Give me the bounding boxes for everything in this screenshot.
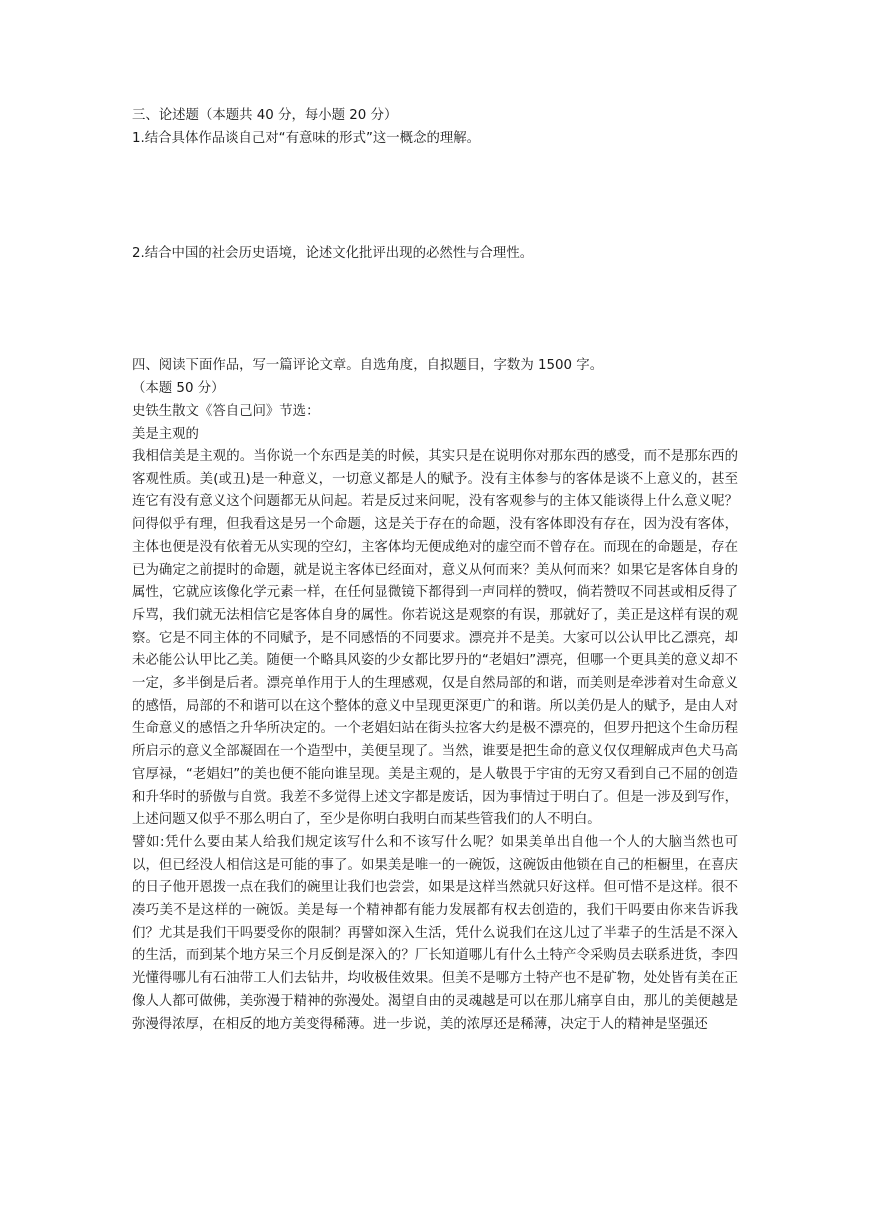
question-2: 2.结合中国的社会历史语境，论述文化批评出现的必然性与合理性。	[132, 246, 534, 261]
section-4-heading: 四、阅读下面作品，写一篇评论文章。自选角度，自拟题目，字数为 1500 字。	[132, 358, 604, 373]
excerpt-paragraph-2: 譬如:凭什么要由某人给我们规定该写什么和不该写什么呢？如果美单出自他一个人的大脑当然也可以，但已经没人相信这是可能的事了。如果美是唯一的一碗饭，这碗饭由他锁在自己的柜橱里，在喜庆的日子他开恩拨一点在我们的碗里让我们也尝尝，如果是这样当然就只好这样。但可惜不是这样。很不凑巧美不是这样的一碗饭。美是每一个精神都有能力发展都有权去创造的，我们干吗要由你来告诉我们？尤其是我们干吗要受你的限制？再譬如深入生活，凭什么说我们在这儿过了半辈子的生活是不深入的生活，而到某个地方呆三个月反倒是深入的？厂长知道哪儿有什么土特产令采购员去联系进货，李四光懂得哪儿有石油带工人们去钻井，均收极佳效果。但美不是哪方土特产也不是矿物，处处皆有美在正像人人都可做佛，美弥漫于精神的弥漫处。渴望自由的灵魂越是可以在那儿痛享自由，那儿的美便越是弥漫得浓厚，在相反的地方美变得稀薄。进一步说，美的浓厚还是稀薄，决定于人的精神是坚强还	[132, 834, 738, 1032]
excerpt-body	[132, 446, 738, 1036]
excerpt-title: 美是主观的	[132, 427, 199, 442]
excerpt-paragraph-1: 我相信美是主观的。当你说一个东西是美的时候，其实只是在说明你对那东西的感受，而不是那东西的客观性质。美(或丑)是一种意义，一切意义都是人的赋予。没有主体参与的客体是谈不上意义的，甚至连它有没有意义这个问题都无从问起。若是反过来问呢，没有客观参与的主体又能谈得上什么意义呢？问得似乎有理，但我看这是另一个命题，这是关于存在的命题，没有客体即没有存在，因为没有客体，主体也便是没有依着无从实现的空幻，主客体均无便成绝对的虚空而不曾存在。而现在的命题是，存在已为确定之前提时的命题，就是说主客体已经面对，意义从何而来？美从何而来？如果它是客体自身的属性，它就应该像化学元素一样，在任何显微镜下都得到一声同样的赞叹，倘若赞叹不同甚或相反得了斥骂，我们就无法相信它是客体自身的属性。你若说这是观察的有误，那就好了，美正是这样有误的观察。它是不同主体的不同赋予，是不同感悟的不同要求。漂亮并不是美。大家可以公认甲比乙漂亮，却未必能公认甲比乙美。随便一个略具风姿的少女都比罗丹的“老娼妇”漂亮，但哪一个更具美的意义却不一定，多半倒是后者。漂亮单作用于人的生理感观，仅是自然局部的和谐，而美则是牵涉着对生命意义的感悟，局部的不和谐可以在这个整体的意义中呈现更深更广的和谐。所以美仍是人的赋予，是由人对生命意义的感悟之升华所决定的。一个老娼妇站在街头拉客大约是极不漂亮的，但罗丹把这个生命历程所启示的意义全部凝固在一个造型中，美便呈现了。当然，谁要是把生命的意义仅仅理解成声色犬马高官厚禄，“老娼妇”的美也便不能向谁呈现。美是主观的，是人敬畏于宇宙的无穷又看到自己不屈的创造和升华时的骄傲与自赏。我差不多觉得上述文字都是废话，因为事情过于明白了。但是一涉及到写作，上述问题又似乎不那么明白了，至少是你明白我明白而某些管我们的人不明白。	[132, 449, 738, 828]
section-4-score: （本题 50 分）	[132, 381, 225, 396]
excerpt-source: 史铁生散文《答自己问》节选：	[132, 404, 320, 419]
section-3-heading: 三、论述题（本题共 40 分，每小题 20 分）	[132, 108, 398, 123]
question-1: 1.结合具体作品谈自己对“有意味的形式”这一概念的理解。	[132, 131, 481, 146]
